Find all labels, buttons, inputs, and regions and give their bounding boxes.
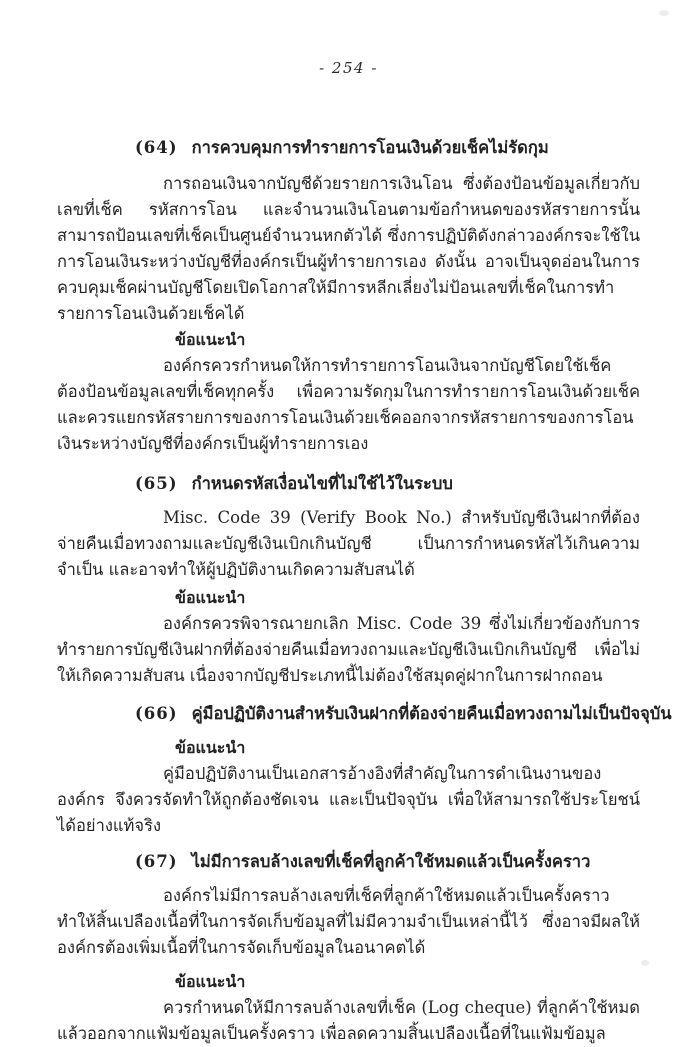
advice-heading: ข้อแนะนำ bbox=[175, 972, 246, 991]
section-heading bbox=[57, 471, 640, 497]
section-heading bbox=[57, 135, 640, 161]
section-number: (67) bbox=[135, 852, 178, 871]
page-number: - 254 - bbox=[319, 59, 378, 77]
scan-artifact bbox=[641, 960, 649, 966]
section-title: การควบคุมการทำรายการโอนเงินด้วยเช็คไม่รัดกุม bbox=[191, 138, 549, 157]
section-number: (66) bbox=[135, 704, 178, 723]
section-65 bbox=[57, 471, 640, 689]
advice-heading: ข้อแนะนำ bbox=[175, 588, 246, 607]
page-content bbox=[57, 135, 672, 1047]
body-paragraph: Misc. Code 39 (Verify Book No.) สำหรับบัญชีเงินฝากที่ต้องจ่ายคืนเมื่อทวงถามและบัญชีเงินเบิกเกินบัญชี เป็นการกำหนดรหัสไว้เกินความจำเป็น และอาจทำให้ผู้ปฏิบัติงานเกิดความสับสนได้ bbox=[57, 508, 640, 579]
section-number: (64) bbox=[135, 138, 178, 157]
section-heading bbox=[57, 701, 672, 727]
advice-heading: ข้อแนะนำ bbox=[175, 330, 246, 349]
section-title: ไม่มีการลบล้างเลขที่เช็คที่ลูกค้าใช้หมดแล้วเป็นครั้งคราว bbox=[191, 852, 591, 871]
body-paragraph: องค์กรไม่มีการลบล้างเลขที่เช็คที่ลูกค้าใช้หมดแล้วเป็นครั้งคราว ทำให้สิ้นเปลืองเนื้อที่ในการจัดเก็บข้อมูลที่ไม่มีความจำเป็นเหล่านี้ไว้ ซึ่งอาจมีผลให้องค์กรต้องเพิ่มเนื้อที่ในการจัดเก็บข้อมูลในอนาคตได้ bbox=[57, 886, 640, 957]
section-64 bbox=[57, 135, 640, 457]
section-title: กำหนดรหัสเงื่อนไขที่ไม่ใช้ไว้ในระบบ bbox=[191, 474, 453, 493]
advice-paragraph: ควรกำหนดให้มีการลบล้างเลขที่เช็ค (Log cheque) ที่ลูกค้าใช้หมดแล้วออกจากแฟ้มข้อมูลเป็นครั้งคราว เพื่อลดความสิ้นเปลืองเนื้อที่ในแฟ้มข้อมูล bbox=[57, 998, 640, 1043]
section-67 bbox=[57, 849, 640, 1047]
section-66 bbox=[57, 701, 672, 839]
advice-paragraph: องค์กรควรกำหนดให้การทำรายการโอนเงินจากบัญชีโดยใช้เช็ค ต้องป้อนข้อมูลเลขที่เช็คทุกครั้ง เพื่อความรัดกุมในการทำรายการโอนเงินด้วยเช็ค และควรแยกรหัสรายการของการโอนเงินด้วยเช็คออกจากรหัสรายการของการโอนเงินระหว่างบัญชีที่องค์กรเป็นผู้ทำรายการเอง bbox=[57, 356, 640, 453]
section-title: คู่มือปฏิบัติงานสำหรับเงินฝากที่ต้องจ่ายคืนเมื่อทวงถามไม่เป็นปัจจุบัน bbox=[191, 704, 672, 723]
scan-artifact bbox=[659, 10, 669, 16]
section-number: (65) bbox=[135, 474, 178, 493]
body-paragraph: การถอนเงินจากบัญชีด้วยรายการเงินโอน ซึ่งต้องป้อนข้อมูลเกี่ยวกับเลขที่เช็ค รหัสการโอน และจำนวนเงินโอนตามข้อกำหนดของรหัสรายการนั้น สามารถป้อนเลขที่เช็คเป็นศูนย์จำนวนหกตัวได้ ซึ่งการปฏิบัติดังกล่าวองค์กรจะใช้ในการโอนเงินระหว่างบัญชีที่องค์กรเป็นผู้ทำรายการเอง ดังนั้น อาจเป็นจุดอ่อนในการควบคุมเช็คผ่านบัญชีโดยเปิดโอกาสให้มีการหลีกเลี่ยงไม่ป้อนเลขที่เช็คในการทำรายการโอนเงินด้วยเช็คได้ bbox=[57, 174, 640, 323]
section-heading bbox=[57, 849, 640, 875]
advice-paragraph: คู่มือปฏิบัติงานเป็นเอกสารอ้างอิงที่สำคัญในการดำเนินงานขององค์กร จึงควรจัดทำให้ถูกต้องชัดเจน และเป็นปัจจุบัน เพื่อให้สามารถใช้ประโยชน์ได้อย่างแท้จริง bbox=[57, 764, 640, 835]
advice-paragraph: องค์กรควรพิจารณายกเลิก Misc. Code 39 ซึ่งไม่เกี่ยวข้องกับการทำรายการบัญชีเงินฝากที่ต้องจ่ายคืนเมื่อทวงถามและบัญชีเงินเบิกเกินบัญชี เพื่อไม่ให้เกิดความสับสน เนื่องจากบัญชีประเภทนี้ไม่ต้องใช้สมุดคู่ฝากในการฝากถอน bbox=[57, 614, 640, 685]
advice-heading: ข้อแนะนำ bbox=[175, 738, 246, 757]
